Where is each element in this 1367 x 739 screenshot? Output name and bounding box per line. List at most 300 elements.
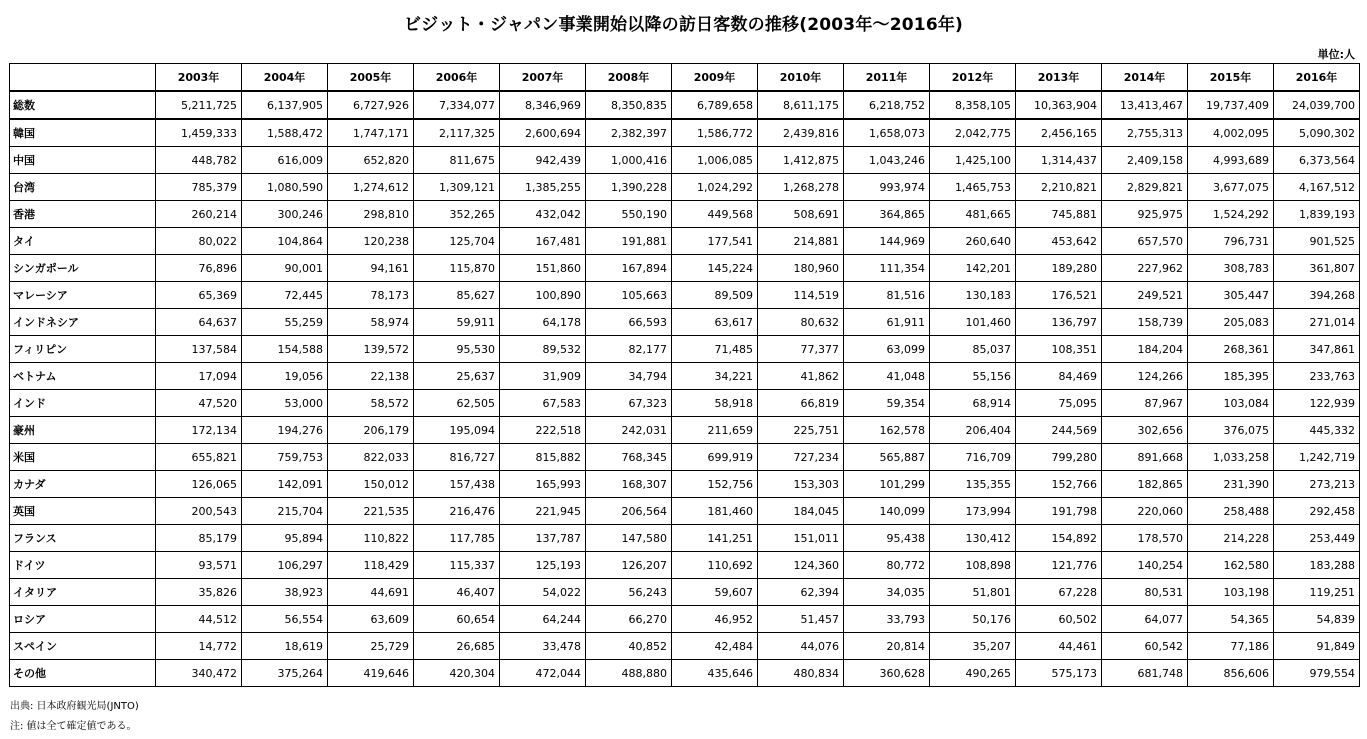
value-cell: 78,173 <box>328 282 414 309</box>
value-cell: 206,404 <box>930 417 1016 444</box>
value-cell: 75,095 <box>1016 390 1102 417</box>
year-header: 2014年 <box>1102 64 1188 92</box>
table-row <box>10 282 1360 309</box>
value-cell: 105,663 <box>586 282 672 309</box>
value-cell: 46,407 <box>414 579 500 606</box>
value-cell: 44,691 <box>328 579 414 606</box>
value-cell: 891,668 <box>1102 444 1188 471</box>
value-cell: 360,628 <box>844 660 930 687</box>
value-cell: 480,834 <box>758 660 844 687</box>
value-cell: 119,251 <box>1274 579 1360 606</box>
row-label: 中国 <box>10 147 156 174</box>
value-cell: 191,798 <box>1016 498 1102 525</box>
value-cell: 220,060 <box>1102 498 1188 525</box>
value-cell: 550,190 <box>586 201 672 228</box>
table-row <box>10 390 1360 417</box>
value-cell: 84,469 <box>1016 363 1102 390</box>
table-row <box>10 309 1360 336</box>
value-cell: 35,207 <box>930 633 1016 660</box>
value-cell: 1,242,719 <box>1274 444 1360 471</box>
value-cell: 62,505 <box>414 390 500 417</box>
value-cell: 211,659 <box>672 417 758 444</box>
value-cell: 25,729 <box>328 633 414 660</box>
value-cell: 1,080,590 <box>242 174 328 201</box>
row-label: スペイン <box>10 633 156 660</box>
unit-label: 単位:人 <box>1317 48 1355 61</box>
row-label: イタリア <box>10 579 156 606</box>
value-cell: 110,822 <box>328 525 414 552</box>
value-cell: 139,572 <box>328 336 414 363</box>
value-cell: 124,360 <box>758 552 844 579</box>
value-cell: 85,627 <box>414 282 500 309</box>
source-note: 出典: 日本政府観光局(JNTO) <box>10 701 139 712</box>
value-cell: 162,580 <box>1188 552 1274 579</box>
value-cell: 5,211,725 <box>156 91 242 119</box>
table-row <box>10 255 1360 282</box>
value-cell: 95,438 <box>844 525 930 552</box>
visitor-table <box>9 63 1360 687</box>
value-cell: 58,572 <box>328 390 414 417</box>
value-cell: 103,198 <box>1188 579 1274 606</box>
row-label: インド <box>10 390 156 417</box>
value-cell: 699,919 <box>672 444 758 471</box>
value-cell: 77,377 <box>758 336 844 363</box>
row-label: ベトナム <box>10 363 156 390</box>
value-cell: 25,637 <box>414 363 500 390</box>
year-header: 2005年 <box>328 64 414 92</box>
value-cell: 55,156 <box>930 363 1016 390</box>
row-label: 英国 <box>10 498 156 525</box>
row-label: 総数 <box>10 91 156 119</box>
value-cell: 216,476 <box>414 498 500 525</box>
value-cell: 1,024,292 <box>672 174 758 201</box>
value-cell: 81,516 <box>844 282 930 309</box>
table-row <box>10 363 1360 390</box>
value-cell: 19,056 <box>242 363 328 390</box>
row-label: 韓国 <box>10 119 156 147</box>
value-cell: 106,297 <box>242 552 328 579</box>
value-cell: 165,993 <box>500 471 586 498</box>
value-cell: 34,035 <box>844 579 930 606</box>
value-cell: 64,178 <box>500 309 586 336</box>
value-cell: 66,270 <box>586 606 672 633</box>
value-cell: 56,554 <box>242 606 328 633</box>
value-cell: 191,881 <box>586 228 672 255</box>
value-cell: 244,569 <box>1016 417 1102 444</box>
value-cell: 157,438 <box>414 471 500 498</box>
value-cell: 361,807 <box>1274 255 1360 282</box>
value-cell: 1,314,437 <box>1016 147 1102 174</box>
value-cell: 115,870 <box>414 255 500 282</box>
value-cell: 419,646 <box>328 660 414 687</box>
value-cell: 1,268,278 <box>758 174 844 201</box>
table-row <box>10 201 1360 228</box>
value-cell: 449,568 <box>672 201 758 228</box>
value-cell: 108,898 <box>930 552 1016 579</box>
value-cell: 59,911 <box>414 309 500 336</box>
value-cell: 110,692 <box>672 552 758 579</box>
value-cell: 2,409,158 <box>1102 147 1188 174</box>
value-cell: 95,530 <box>414 336 500 363</box>
value-cell: 6,373,564 <box>1274 147 1360 174</box>
value-cell: 300,246 <box>242 201 328 228</box>
value-cell: 100,890 <box>500 282 586 309</box>
value-cell: 2,755,313 <box>1102 119 1188 147</box>
value-cell: 657,570 <box>1102 228 1188 255</box>
value-cell: 50,176 <box>930 606 1016 633</box>
value-cell: 811,675 <box>414 147 500 174</box>
value-cell: 151,860 <box>500 255 586 282</box>
value-cell: 130,412 <box>930 525 1016 552</box>
value-cell: 85,179 <box>156 525 242 552</box>
value-cell: 268,361 <box>1188 336 1274 363</box>
row-label: 豪州 <box>10 417 156 444</box>
value-cell: 490,265 <box>930 660 1016 687</box>
value-cell: 89,509 <box>672 282 758 309</box>
value-cell: 61,911 <box>844 309 930 336</box>
row-label: カナダ <box>10 471 156 498</box>
value-cell: 481,665 <box>930 201 1016 228</box>
value-cell: 979,554 <box>1274 660 1360 687</box>
value-cell: 6,727,926 <box>328 91 414 119</box>
value-cell: 445,332 <box>1274 417 1360 444</box>
value-cell: 44,461 <box>1016 633 1102 660</box>
value-cell: 181,460 <box>672 498 758 525</box>
value-cell: 34,221 <box>672 363 758 390</box>
header-row <box>10 64 1360 92</box>
table-row <box>10 119 1360 147</box>
table-row <box>10 660 1360 687</box>
value-cell: 126,207 <box>586 552 672 579</box>
value-cell: 13,413,467 <box>1102 91 1188 119</box>
value-cell: 260,640 <box>930 228 1016 255</box>
value-cell: 53,000 <box>242 390 328 417</box>
value-cell: 3,677,075 <box>1188 174 1274 201</box>
table-row <box>10 174 1360 201</box>
value-cell: 273,213 <box>1274 471 1360 498</box>
value-cell: 94,161 <box>328 255 414 282</box>
value-cell: 2,042,775 <box>930 119 1016 147</box>
value-cell: 655,821 <box>156 444 242 471</box>
value-cell: 152,756 <box>672 471 758 498</box>
value-cell: 90,001 <box>242 255 328 282</box>
value-cell: 1,588,472 <box>242 119 328 147</box>
value-cell: 95,894 <box>242 525 328 552</box>
value-cell: 136,797 <box>1016 309 1102 336</box>
table-row <box>10 336 1360 363</box>
value-cell: 118,429 <box>328 552 414 579</box>
value-cell: 151,011 <box>758 525 844 552</box>
value-cell: 1,465,753 <box>930 174 1016 201</box>
table-row <box>10 91 1360 119</box>
value-cell: 993,974 <box>844 174 930 201</box>
value-cell: 142,201 <box>930 255 1016 282</box>
value-cell: 55,259 <box>242 309 328 336</box>
row-label: 台湾 <box>10 174 156 201</box>
value-cell: 184,045 <box>758 498 844 525</box>
value-cell: 214,881 <box>758 228 844 255</box>
value-cell: 420,304 <box>414 660 500 687</box>
value-cell: 87,967 <box>1102 390 1188 417</box>
value-cell: 44,512 <box>156 606 242 633</box>
value-cell: 168,307 <box>586 471 672 498</box>
value-cell: 41,862 <box>758 363 844 390</box>
value-cell: 347,861 <box>1274 336 1360 363</box>
value-cell: 652,820 <box>328 147 414 174</box>
value-cell: 34,794 <box>586 363 672 390</box>
value-cell: 432,042 <box>500 201 586 228</box>
value-cell: 91,849 <box>1274 633 1360 660</box>
value-cell: 67,323 <box>586 390 672 417</box>
value-cell: 66,819 <box>758 390 844 417</box>
value-cell: 177,541 <box>672 228 758 255</box>
value-cell: 33,478 <box>500 633 586 660</box>
value-cell: 206,179 <box>328 417 414 444</box>
page-title: ビジット・ジャパン事業開始以降の訪日客数の推移(2003年～2016年) <box>403 15 964 35</box>
value-cell: 768,345 <box>586 444 672 471</box>
value-cell: 6,789,658 <box>672 91 758 119</box>
table-row <box>10 552 1360 579</box>
value-cell: 142,091 <box>242 471 328 498</box>
value-cell: 271,014 <box>1274 309 1360 336</box>
value-cell: 1,425,100 <box>930 147 1016 174</box>
value-cell: 80,772 <box>844 552 930 579</box>
value-cell: 176,521 <box>1016 282 1102 309</box>
value-cell: 4,002,095 <box>1188 119 1274 147</box>
row-label: ロシア <box>10 606 156 633</box>
value-cell: 72,445 <box>242 282 328 309</box>
value-cell: 173,994 <box>930 498 1016 525</box>
value-cell: 745,881 <box>1016 201 1102 228</box>
value-cell: 111,354 <box>844 255 930 282</box>
value-cell: 575,173 <box>1016 660 1102 687</box>
value-cell: 1,000,416 <box>586 147 672 174</box>
row-label: タイ <box>10 228 156 255</box>
value-cell: 54,365 <box>1188 606 1274 633</box>
row-label: フランス <box>10 525 156 552</box>
value-cell: 435,646 <box>672 660 758 687</box>
value-cell: 125,193 <box>500 552 586 579</box>
value-cell: 2,210,821 <box>1016 174 1102 201</box>
value-cell: 51,801 <box>930 579 1016 606</box>
year-header: 2013年 <box>1016 64 1102 92</box>
value-cell: 38,923 <box>242 579 328 606</box>
value-cell: 1,274,612 <box>328 174 414 201</box>
value-cell: 14,772 <box>156 633 242 660</box>
table-row <box>10 606 1360 633</box>
value-cell: 488,880 <box>586 660 672 687</box>
footnote: 注: 値は全て確定値である。 <box>10 721 137 732</box>
value-cell: 44,076 <box>758 633 844 660</box>
value-cell: 60,542 <box>1102 633 1188 660</box>
table-row <box>10 471 1360 498</box>
value-cell: 214,228 <box>1188 525 1274 552</box>
value-cell: 759,753 <box>242 444 328 471</box>
value-cell: 206,564 <box>586 498 672 525</box>
value-cell: 93,571 <box>156 552 242 579</box>
value-cell: 1,658,073 <box>844 119 930 147</box>
value-cell: 242,031 <box>586 417 672 444</box>
value-cell: 249,521 <box>1102 282 1188 309</box>
value-cell: 154,892 <box>1016 525 1102 552</box>
value-cell: 727,234 <box>758 444 844 471</box>
row-label: 香港 <box>10 201 156 228</box>
value-cell: 140,099 <box>844 498 930 525</box>
value-cell: 822,033 <box>328 444 414 471</box>
year-header: 2009年 <box>672 64 758 92</box>
value-cell: 80,022 <box>156 228 242 255</box>
value-cell: 180,960 <box>758 255 844 282</box>
value-cell: 178,570 <box>1102 525 1188 552</box>
value-cell: 60,654 <box>414 606 500 633</box>
value-cell: 785,379 <box>156 174 242 201</box>
value-cell: 108,351 <box>1016 336 1102 363</box>
value-cell: 24,039,700 <box>1274 91 1360 119</box>
value-cell: 63,617 <box>672 309 758 336</box>
value-cell: 101,299 <box>844 471 930 498</box>
value-cell: 172,134 <box>156 417 242 444</box>
value-cell: 19,737,409 <box>1188 91 1274 119</box>
value-cell: 225,751 <box>758 417 844 444</box>
value-cell: 150,012 <box>328 471 414 498</box>
value-cell: 185,395 <box>1188 363 1274 390</box>
value-cell: 189,280 <box>1016 255 1102 282</box>
value-cell: 1,385,255 <box>500 174 586 201</box>
value-cell: 122,939 <box>1274 390 1360 417</box>
value-cell: 145,224 <box>672 255 758 282</box>
row-label: ドイツ <box>10 552 156 579</box>
value-cell: 302,656 <box>1102 417 1188 444</box>
value-cell: 137,584 <box>156 336 242 363</box>
value-cell: 162,578 <box>844 417 930 444</box>
value-cell: 292,458 <box>1274 498 1360 525</box>
table-row <box>10 579 1360 606</box>
value-cell: 799,280 <box>1016 444 1102 471</box>
value-cell: 26,685 <box>414 633 500 660</box>
value-cell: 222,518 <box>500 417 586 444</box>
value-cell: 4,167,512 <box>1274 174 1360 201</box>
table-row <box>10 633 1360 660</box>
value-cell: 200,543 <box>156 498 242 525</box>
value-cell: 1,006,085 <box>672 147 758 174</box>
value-cell: 183,288 <box>1274 552 1360 579</box>
year-header: 2006年 <box>414 64 500 92</box>
value-cell: 901,525 <box>1274 228 1360 255</box>
value-cell: 58,918 <box>672 390 758 417</box>
year-header: 2007年 <box>500 64 586 92</box>
table-body <box>10 91 1360 687</box>
value-cell: 59,354 <box>844 390 930 417</box>
value-cell: 147,580 <box>586 525 672 552</box>
value-cell: 816,727 <box>414 444 500 471</box>
value-cell: 141,251 <box>672 525 758 552</box>
table-row <box>10 417 1360 444</box>
value-cell: 71,485 <box>672 336 758 363</box>
value-cell: 18,619 <box>242 633 328 660</box>
value-cell: 1,586,772 <box>672 119 758 147</box>
value-cell: 1,043,246 <box>844 147 930 174</box>
year-header: 2012年 <box>930 64 1016 92</box>
row-label: その他 <box>10 660 156 687</box>
value-cell: 233,763 <box>1274 363 1360 390</box>
value-cell: 194,276 <box>242 417 328 444</box>
value-cell: 305,447 <box>1188 282 1274 309</box>
row-label: マレーシア <box>10 282 156 309</box>
value-cell: 47,520 <box>156 390 242 417</box>
value-cell: 221,535 <box>328 498 414 525</box>
value-cell: 8,611,175 <box>758 91 844 119</box>
row-label: 米国 <box>10 444 156 471</box>
value-cell: 167,481 <box>500 228 586 255</box>
value-cell: 33,793 <box>844 606 930 633</box>
year-header: 2011年 <box>844 64 930 92</box>
value-cell: 681,748 <box>1102 660 1188 687</box>
value-cell: 64,637 <box>156 309 242 336</box>
value-cell: 340,472 <box>156 660 242 687</box>
value-cell: 227,962 <box>1102 255 1188 282</box>
value-cell: 2,117,325 <box>414 119 500 147</box>
value-cell: 1,459,333 <box>156 119 242 147</box>
value-cell: 35,826 <box>156 579 242 606</box>
year-header: 2016年 <box>1274 64 1360 92</box>
value-cell: 80,531 <box>1102 579 1188 606</box>
value-cell: 125,704 <box>414 228 500 255</box>
value-cell: 85,037 <box>930 336 1016 363</box>
value-cell: 144,969 <box>844 228 930 255</box>
value-cell: 1,524,292 <box>1188 201 1274 228</box>
value-cell: 5,090,302 <box>1274 119 1360 147</box>
value-cell: 126,065 <box>156 471 242 498</box>
row-label: インドネシア <box>10 309 156 336</box>
value-cell: 1,309,121 <box>414 174 500 201</box>
value-cell: 231,390 <box>1188 471 1274 498</box>
value-cell: 82,177 <box>586 336 672 363</box>
table-row <box>10 444 1360 471</box>
value-cell: 120,238 <box>328 228 414 255</box>
value-cell: 51,457 <box>758 606 844 633</box>
value-cell: 195,094 <box>414 417 500 444</box>
value-cell: 65,369 <box>156 282 242 309</box>
year-header: 2003年 <box>156 64 242 92</box>
value-cell: 20,814 <box>844 633 930 660</box>
value-cell: 8,346,969 <box>500 91 586 119</box>
value-cell: 68,914 <box>930 390 1016 417</box>
value-cell: 448,782 <box>156 147 242 174</box>
value-cell: 1,033,258 <box>1188 444 1274 471</box>
value-cell: 942,439 <box>500 147 586 174</box>
value-cell: 258,488 <box>1188 498 1274 525</box>
value-cell: 60,502 <box>1016 606 1102 633</box>
value-cell: 716,709 <box>930 444 1016 471</box>
value-cell: 8,358,105 <box>930 91 1016 119</box>
value-cell: 67,228 <box>1016 579 1102 606</box>
value-cell: 10,363,904 <box>1016 91 1102 119</box>
value-cell: 565,887 <box>844 444 930 471</box>
value-cell: 104,864 <box>242 228 328 255</box>
value-cell: 64,244 <box>500 606 586 633</box>
value-cell: 115,337 <box>414 552 500 579</box>
value-cell: 54,022 <box>500 579 586 606</box>
table-row <box>10 525 1360 552</box>
value-cell: 1,390,228 <box>586 174 672 201</box>
value-cell: 89,532 <box>500 336 586 363</box>
value-cell: 215,704 <box>242 498 328 525</box>
value-cell: 7,334,077 <box>414 91 500 119</box>
value-cell: 2,456,165 <box>1016 119 1102 147</box>
value-cell: 46,952 <box>672 606 758 633</box>
value-cell: 472,044 <box>500 660 586 687</box>
value-cell: 22,138 <box>328 363 414 390</box>
